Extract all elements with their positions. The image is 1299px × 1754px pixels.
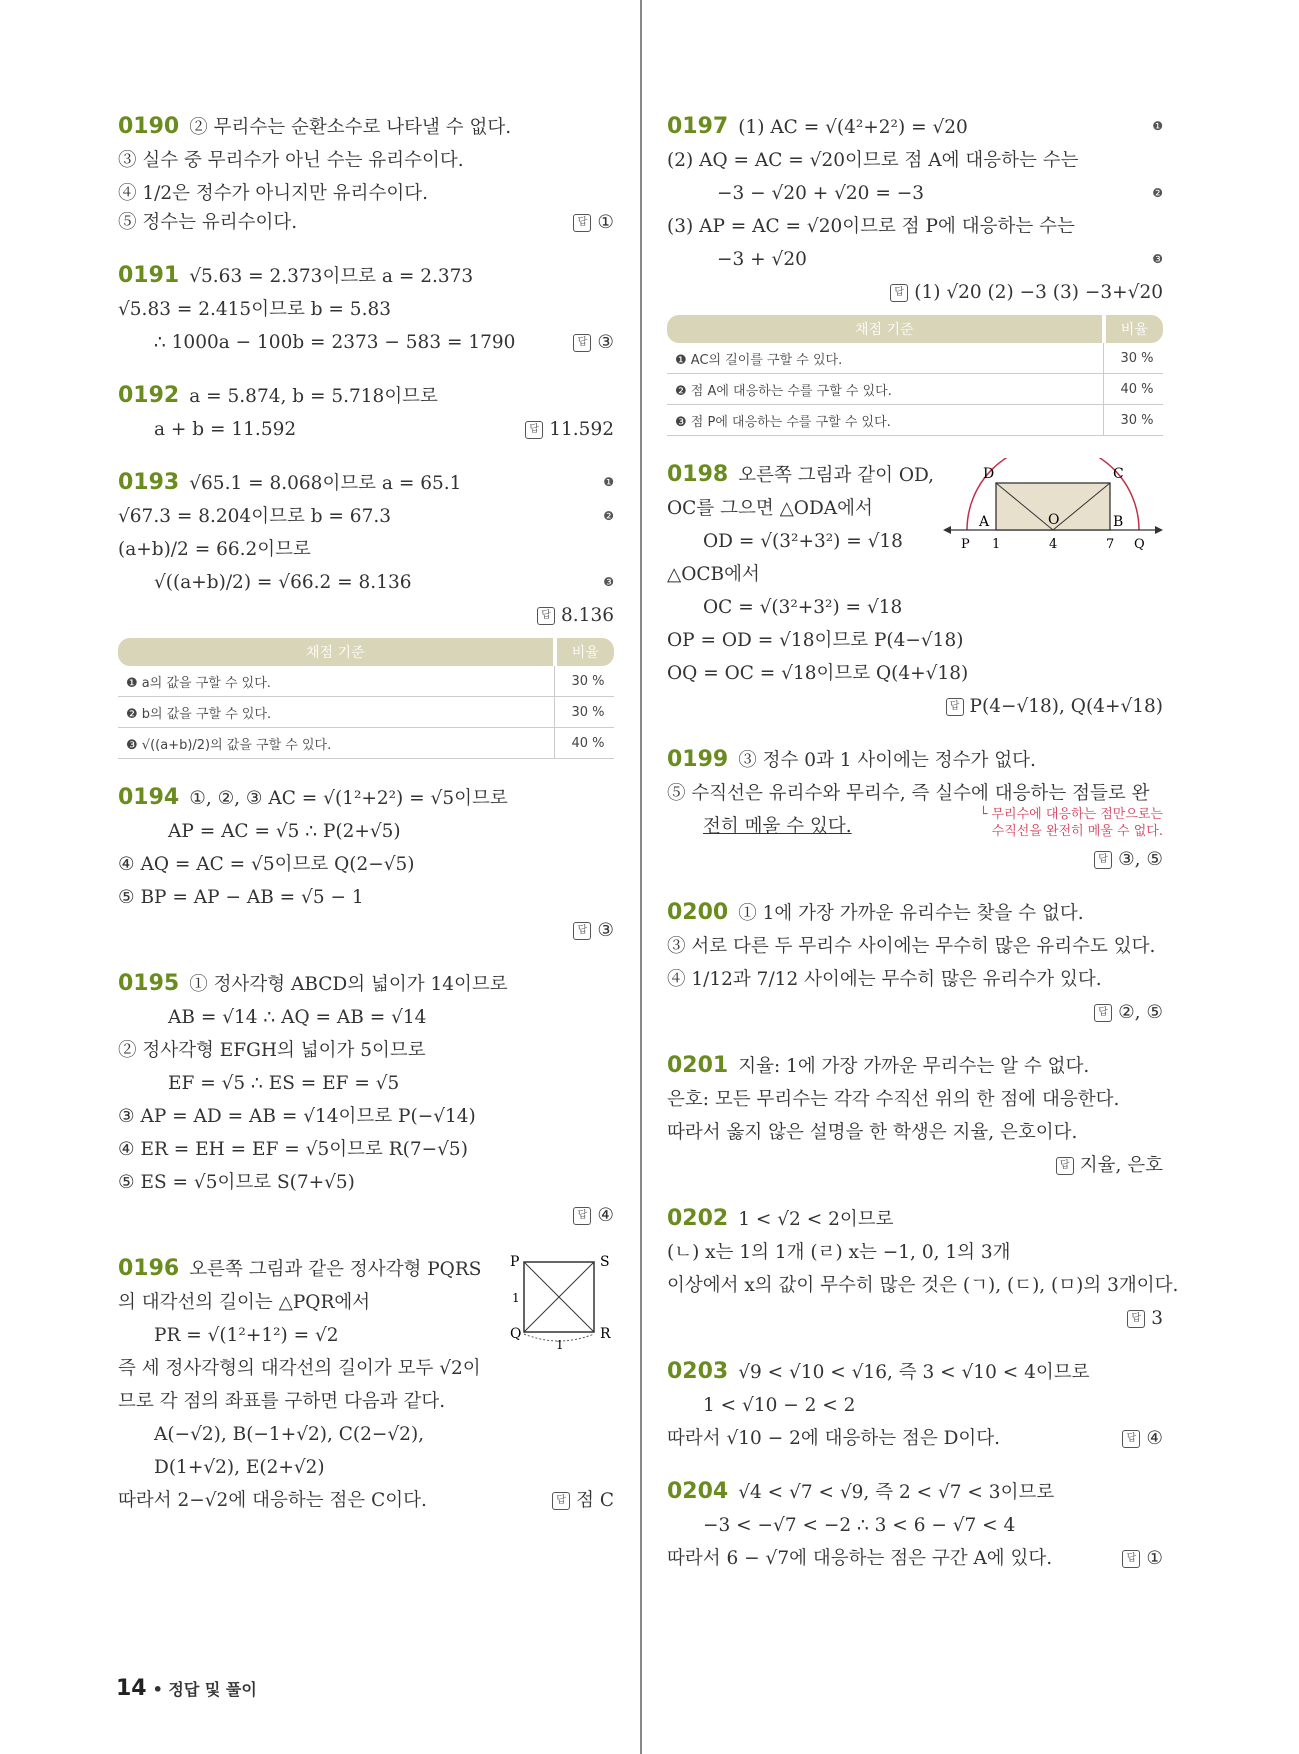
page-number: 14 <box>116 1676 147 1701</box>
solution-line: ④ 1/12과 7/12 사이에는 무수히 많은 유리수가 있다. <box>667 969 1102 990</box>
problem-number: 0198 <box>667 462 729 487</box>
problem-0202 <box>667 1202 1179 1335</box>
solution-line: OD = √(3²+3²) = √18 <box>703 531 903 552</box>
solution-line: ④ 1/2은 정수가 아니지만 유리수이다. <box>118 183 429 204</box>
answer-value: 점 C <box>576 1490 614 1511</box>
solution-line: OC를 그으면 △ODA에서 <box>667 498 873 519</box>
column-divider <box>640 0 642 1754</box>
answer-icon: 답 <box>573 922 591 940</box>
solution-line: 의 대각선의 길이는 △PQR에서 <box>118 1292 371 1313</box>
problem-number: 0197 <box>667 114 729 139</box>
step-marker: ❸ <box>603 575 614 589</box>
criterion: ❸ √((a+b)/2)의 값을 구할 수 있다. <box>118 728 555 759</box>
table-row <box>118 697 614 728</box>
problem-0192 <box>118 379 614 446</box>
answer-value: ① <box>597 212 614 233</box>
criterion: ❷ 점 A에 대응하는 수를 구할 수 있다. <box>667 374 1104 405</box>
label-c: C <box>1113 466 1124 482</box>
table-row <box>118 728 614 759</box>
solution-line: 따라서 2−√2에 대응하는 점은 C이다. <box>118 1490 427 1511</box>
solution-line: 따라서 옳지 않은 설명을 한 학생은 지율, 은호이다. <box>667 1122 1078 1143</box>
ratio: 40 % <box>555 728 615 759</box>
ratio: 30 % <box>1104 343 1164 374</box>
answer-icon: 답 <box>1056 1157 1074 1175</box>
tick-4: 4 <box>1049 537 1058 552</box>
answer-icon: 답 <box>573 334 591 352</box>
solution-line: √5.83 = 2.415이므로 b = 5.83 <box>118 299 391 320</box>
problem-0194 <box>118 781 614 947</box>
problem-number: 0191 <box>118 263 180 288</box>
step-marker: ❷ <box>603 509 614 523</box>
solution-line: D(1+√2), E(2+√2) <box>154 1457 325 1478</box>
answer-icon: 답 <box>1127 1310 1145 1328</box>
solution-line: 은호: 모든 무리수는 각각 수직선 위의 한 점에 대응한다. <box>667 1089 1120 1110</box>
answer-value: ① <box>1146 1548 1163 1569</box>
solution-line: 즉 세 정사각형의 대각선의 길이가 모두 √2이 <box>118 1358 481 1379</box>
solution-line: √5.63 = 2.373이므로 a = 2.373 <box>189 266 474 287</box>
solution-line: ④ AQ = AC = √5이므로 Q(2−√5) <box>118 854 415 875</box>
table-row <box>667 374 1163 405</box>
problem-0196 <box>118 1252 614 1517</box>
problem-number: 0190 <box>118 114 180 139</box>
label-p: P <box>961 537 970 552</box>
answer-icon: 답 <box>1094 1004 1112 1022</box>
solution-line: 오른쪽 그림과 같이 OD, <box>738 465 935 486</box>
answer-value: ④ <box>1146 1428 1163 1449</box>
answer-icon: 답 <box>890 284 908 302</box>
table-header: 채점 기준 <box>667 315 1104 343</box>
label-o: O <box>1048 512 1060 528</box>
solution-line: a + b = 11.592 <box>154 419 297 440</box>
problem-number: 0199 <box>667 747 729 772</box>
solution-line: AB = √14 ∴ AQ = AB = √14 <box>168 1007 427 1028</box>
answer-value: (1) √20 (2) −3 (3) −3+√20 <box>914 282 1163 303</box>
solution-line: ⑤ ES = √5이므로 S(7+√5) <box>118 1172 355 1193</box>
step-marker: ❶ <box>603 475 614 489</box>
problem-number: 0200 <box>667 900 729 925</box>
label-q: Q <box>510 1326 522 1342</box>
solution-line: OP = OD = √18이므로 P(4−√18) <box>667 630 964 651</box>
answer-icon: 답 <box>573 214 591 232</box>
label-s: S <box>600 1254 610 1270</box>
answer-icon: 답 <box>1094 851 1112 869</box>
tick-1: 1 <box>992 537 1001 552</box>
solution-line: 1 < √2 < 2이므로 <box>738 1209 894 1230</box>
solution-line: −3 < −√7 < −2 ∴ 3 < 6 − √7 < 4 <box>703 1515 1016 1536</box>
solution-line: ① 정사각형 ABCD의 넓이가 14이므로 <box>189 974 508 995</box>
label-one: 1 <box>556 1338 564 1352</box>
solution-line: 전히 메울 수 있다. <box>703 816 852 837</box>
problem-number: 0202 <box>667 1206 729 1231</box>
criterion: ❶ a의 값을 구할 수 있다. <box>118 666 555 697</box>
answer-icon: 답 <box>1122 1430 1140 1448</box>
ratio: 40 % <box>1104 374 1164 405</box>
answer-icon: 답 <box>1122 1550 1140 1568</box>
correction-note: └ 무리수에 대응하는 점만으로는 <box>979 807 1163 822</box>
ratio: 30 % <box>1104 405 1164 436</box>
left-column <box>118 110 614 1537</box>
label-b: B <box>1113 514 1124 530</box>
solution-line: 므로 각 점의 좌표를 구하면 다음과 같다. <box>118 1391 446 1412</box>
answer-icon: 답 <box>537 607 555 625</box>
table-row <box>118 666 614 697</box>
label-r: R <box>600 1326 611 1342</box>
solution-line: OQ = OC = √18이므로 Q(4+√18) <box>667 663 969 684</box>
solution-line: ③ 실수 중 무리수가 아닌 수는 유리수이다. <box>118 150 464 171</box>
label-q: Q <box>1134 537 1145 552</box>
grading-criteria-table <box>118 638 614 759</box>
solution-line: (ㄴ) x는 1의 1개 (ㄹ) x는 −1, 0, 1의 3개 <box>667 1242 1011 1263</box>
answer-value: 지율, 은호 <box>1079 1155 1163 1176</box>
step-marker: ❶ <box>1152 119 1163 133</box>
label-a: A <box>979 514 990 530</box>
problem-number: 0204 <box>667 1479 729 1504</box>
problem-number: 0194 <box>118 785 180 810</box>
answer-value: ④ <box>597 1205 614 1226</box>
solution-line: (2) AQ = AC = √20이므로 점 A에 대응하는 수는 <box>667 150 1079 171</box>
answer-value: 8.136 <box>561 605 614 626</box>
answer-icon: 답 <box>525 421 543 439</box>
problem-number: 0203 <box>667 1359 729 1384</box>
problem-0200 <box>667 896 1163 1029</box>
solution-line: ⑤ 정수는 유리수이다. <box>118 212 298 233</box>
problem-0203 <box>667 1355 1163 1455</box>
solution-line: (3) AP = AC = √20이므로 점 P에 대응하는 수는 <box>667 216 1075 237</box>
problem-0201 <box>667 1049 1163 1182</box>
problem-0190 <box>118 110 614 239</box>
answer-value: ③, ⑤ <box>1118 849 1163 870</box>
answer-icon: 답 <box>552 1492 570 1510</box>
table-header: 채점 기준 <box>118 638 555 666</box>
solution-line: ①, ②, ③ AC = √(1²+2²) = √5이므로 <box>189 788 508 809</box>
solution-line: ⑤ BP = AP − AB = √5 − 1 <box>118 887 364 908</box>
answer-value: ③ <box>597 920 614 941</box>
problem-0197 <box>667 110 1163 436</box>
solution-line: √((a+b)/2) = √66.2 = 8.136 <box>154 572 412 593</box>
problem-0191 <box>118 259 614 359</box>
problem-number: 0193 <box>118 470 180 495</box>
answer-value: ③ <box>597 332 614 353</box>
solution-line: 따라서 6 − √7에 대응하는 점은 구간 A에 있다. <box>667 1548 1053 1569</box>
right-column <box>667 110 1179 1595</box>
table-row <box>667 343 1163 374</box>
page-footer <box>116 1676 257 1701</box>
solution-line: AP = AC = √5 ∴ P(2+√5) <box>168 821 401 842</box>
solution-line: ① 1에 가장 가까운 유리수는 찾을 수 없다. <box>738 903 1084 924</box>
answer-icon: 답 <box>573 1207 591 1225</box>
footer-label: • 정답 및 풀이 <box>152 1680 257 1699</box>
problem-number: 0196 <box>118 1256 180 1281</box>
solution-line: √65.1 = 8.068이므로 a = 65.1 <box>189 473 462 494</box>
label-p: P <box>510 1254 520 1270</box>
problem-0198 <box>667 458 1163 723</box>
answer-value: ②, ⑤ <box>1118 1002 1163 1023</box>
solution-line: A(−√2), B(−1+√2), C(2−√2), <box>154 1424 425 1445</box>
problem-0204 <box>667 1475 1163 1575</box>
solution-line: √67.3 = 8.204이므로 b = 67.3 <box>118 506 391 527</box>
answer-value: 3 <box>1151 1308 1163 1329</box>
label-one: 1 <box>512 1291 520 1305</box>
solution-line: −3 − √20 + √20 = −3 <box>717 183 924 204</box>
problem-number: 0195 <box>118 971 180 996</box>
solution-line: 1 < √10 − 2 < 2 <box>703 1395 856 1416</box>
solution-line: √9 < √10 < √16, 즉 3 < √10 < 4이므로 <box>738 1362 1090 1383</box>
tick-7: 7 <box>1106 537 1115 552</box>
table-header: 비율 <box>1104 315 1164 343</box>
solution-line: EF = √5 ∴ ES = EF = √5 <box>168 1073 400 1094</box>
solution-line: 지율: 1에 가장 가까운 무리수는 알 수 없다. <box>738 1056 1090 1077</box>
step-marker: ❸ <box>1152 252 1163 266</box>
answer-value: 11.592 <box>549 419 614 440</box>
solution-line: 따라서 √10 − 2에 대응하는 점은 D이다. <box>667 1428 1001 1449</box>
ratio: 30 % <box>555 666 615 697</box>
solution-line: ∴ 1000a − 100b = 2373 − 583 = 1790 <box>154 332 516 353</box>
solution-line: (a+b)/2 = 66.2이므로 <box>118 539 311 560</box>
label-d: D <box>983 466 995 482</box>
answer-value: P(4−√18), Q(4+√18) <box>969 696 1163 717</box>
solution-line: ④ ER = EH = EF = √5이므로 R(7−√5) <box>118 1139 468 1160</box>
solution-line: (1) AC = √(4²+2²) = √20 <box>738 117 968 138</box>
table-header: 비율 <box>555 638 615 666</box>
solution-line: OC = √(3²+3²) = √18 <box>703 597 903 618</box>
grading-criteria-table <box>667 315 1163 436</box>
problem-number: 0192 <box>118 383 180 408</box>
solution-line: √4 < √7 < √9, 즉 2 < √7 < 3이므로 <box>738 1482 1055 1503</box>
solution-line: ③ 서로 다른 두 무리수 사이에는 무수히 많은 유리수도 있다. <box>667 936 1156 957</box>
solution-line: ② 정사각형 EFGH의 넓이가 5이므로 <box>118 1040 426 1061</box>
criterion: ❶ AC의 길이를 구할 수 있다. <box>667 343 1104 374</box>
step-marker: ❷ <box>1152 186 1163 200</box>
solution-line: PR = √(1²+1²) = √2 <box>154 1325 339 1346</box>
criterion: ❸ 점 P에 대응하는 수를 구할 수 있다. <box>667 405 1104 436</box>
problem-0195 <box>118 967 614 1232</box>
solution-line: ⑤ 수직선은 유리수와 무리수, 즉 실수에 대응하는 점들로 완 <box>667 783 1150 804</box>
solution-line: 오른쪽 그림과 같은 정사각형 PQRS <box>189 1259 482 1280</box>
solution-line: ② 무리수는 순환소수로 나타낼 수 없다. <box>189 117 512 138</box>
solution-line: a = 5.874, b = 5.718이므로 <box>189 386 438 407</box>
problem-number: 0201 <box>667 1053 729 1078</box>
ratio: 30 % <box>555 697 615 728</box>
solution-line: 이상에서 x의 값이 무수히 많은 것은 (ㄱ), (ㄷ), (ㅁ)의 3개이다. <box>667 1275 1179 1296</box>
solution-line: ③ AP = AD = AB = √14이므로 P(−√14) <box>118 1106 476 1127</box>
solution-line: −3 + √20 <box>717 249 807 270</box>
correction-note: 수직선을 완전히 메울 수 없다. <box>991 824 1163 839</box>
solution-line: △OCB에서 <box>667 564 760 585</box>
problem-0193 <box>118 466 614 759</box>
solution-line: ③ 정수 0과 1 사이에는 정수가 없다. <box>738 750 1036 771</box>
criterion: ❷ b의 값을 구할 수 있다. <box>118 697 555 728</box>
problem-0199 <box>667 743 1163 876</box>
table-row <box>667 405 1163 436</box>
answer-icon: 답 <box>946 698 964 716</box>
